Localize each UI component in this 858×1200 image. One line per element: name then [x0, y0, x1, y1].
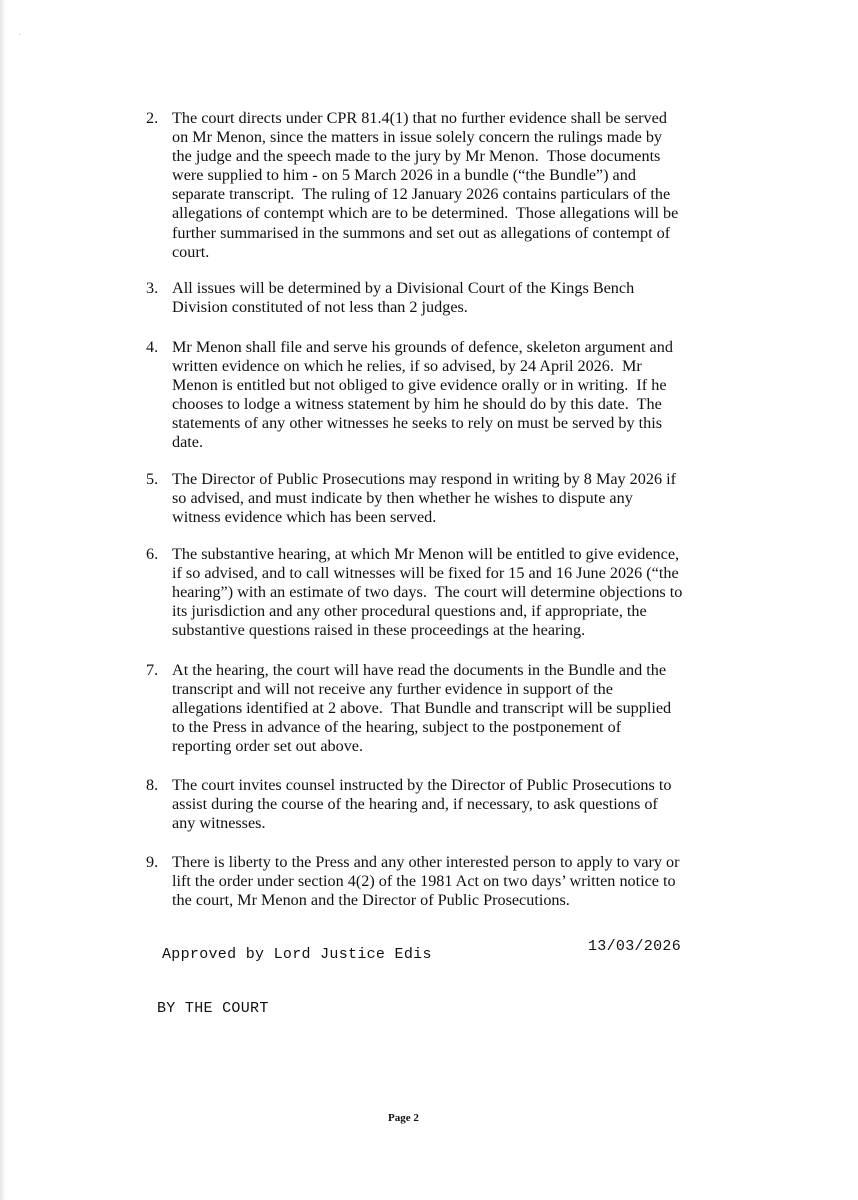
- page-number: Page 2: [388, 1112, 419, 1124]
- paragraph-number: 4.: [146, 338, 159, 356]
- approval-date: 13/03/2026: [588, 938, 682, 955]
- paragraph-text: [172, 545, 732, 640]
- paragraph-line: further summarised in the summons and set out as allegations of contempt of: [172, 223, 671, 242]
- paragraph-line: At the hearing, the court will have read the documents in the Bundle and the: [172, 661, 667, 679]
- paragraph-line: reporting order set out above.: [172, 737, 364, 756]
- paragraph-text: [172, 853, 732, 910]
- by-the-court: BY THE COURT: [157, 1000, 269, 1017]
- paragraph-text: [172, 109, 732, 262]
- paragraph-line: lift the order under section 4(2) of the 1981 Act on two days’ written notice to: [172, 872, 676, 891]
- paragraph-line: The court directs under CPR 81.4(1) that no further evidence shall be served: [172, 109, 667, 127]
- paragraph-line: Menon is entitled but not obliged to give evidence orally or in writing. If he: [172, 376, 667, 395]
- paragraph-line: statements of any other witnesses he seeks to rely on must be served by this: [172, 414, 663, 433]
- paragraph-line: The court invites counsel instructed by the Director of Public Prosecutions to: [172, 776, 672, 794]
- paragraph-line: the judge and the speech made to the jury by Mr Menon. Those documents: [172, 147, 661, 166]
- page-edge-shadow: [0, 0, 6, 1200]
- paragraph-line: to the Press in advance of the hearing, subject to the postponement of: [172, 718, 622, 737]
- paragraph-number: 8.: [146, 776, 159, 794]
- paragraph-text: [172, 776, 732, 833]
- paragraph-line: The substantive hearing, at which Mr Menon will be entitled to give evidence,: [172, 545, 680, 563]
- paragraph-line: All issues will be determined by a Divisional Court of the Kings Bench: [172, 279, 635, 297]
- paragraph-line: witness evidence which has been served.: [172, 508, 437, 527]
- scan-mark: ·: [18, 30, 22, 41]
- paragraph-line: transcript and will not receive any further evidence in support of the: [172, 680, 613, 699]
- paragraph-line: the court, Mr Menon and the Director of Public Prosecutions.: [172, 891, 570, 910]
- paragraph-text: [172, 470, 732, 527]
- paragraph-line: assist during the course of the hearing and, if necessary, to ask questions of: [172, 795, 658, 814]
- paragraph-line: its jurisdiction and any other procedural questions and, if appropriate, the: [172, 602, 647, 621]
- paragraph-line: There is liberty to the Press and any other interested person to apply to vary or: [172, 853, 680, 871]
- paragraph-number: 3.: [146, 279, 159, 297]
- approval-text: Approved by Lord Justice Edis: [162, 946, 432, 963]
- paragraph-line: chooses to lodge a witness statement by him he should do by this date. The: [172, 395, 662, 414]
- paragraph-line: court.: [172, 242, 210, 261]
- paragraph-number: 7.: [146, 661, 159, 679]
- paragraph-line: were supplied to him - on 5 March 2026 in a bundle (“the Bundle”) and: [172, 166, 636, 185]
- paragraph-line: hearing”) with an estimate of two days. The court will determine objections to: [172, 583, 683, 602]
- paragraph-line: allegations identified at 2 above. That Bundle and transcript will be supplied: [172, 699, 672, 718]
- paragraph-number: 9.: [146, 853, 159, 871]
- paragraph-line: The Director of Public Prosecutions may respond in writing by 8 May 2026 if: [172, 470, 676, 488]
- paragraph-line: written evidence on which he relies, if so advised, by 24 April 2026. Mr: [172, 357, 642, 376]
- paragraph-line: any witnesses.: [172, 814, 266, 833]
- paragraph-number: 5.: [146, 470, 159, 488]
- paragraph-line: so advised, and must indicate by then whether he wishes to dispute any: [172, 489, 633, 508]
- paragraph-line: allegations of contempt which are to be determined. Those allegations will be: [172, 204, 679, 223]
- paragraph-text: [172, 279, 732, 317]
- paragraph-line: on Mr Menon, since the matters in issue solely concern the rulings made by: [172, 128, 663, 147]
- paragraph-text: [172, 661, 732, 756]
- paragraph-line: date.: [172, 433, 204, 452]
- paragraph-line: Division constituted of not less than 2 judges.: [172, 298, 468, 317]
- paragraph-line: if so advised, and to call witnesses will be fixed for 15 and 16 June 2026 (“the: [172, 564, 679, 583]
- paragraph-number: 2.: [146, 109, 159, 127]
- paragraph-number: 6.: [146, 545, 159, 563]
- paragraph-line: Mr Menon shall file and serve his grounds of defence, skeleton argument and: [172, 338, 673, 356]
- paragraph-text: [172, 338, 732, 453]
- paragraph-line: separate transcript. The ruling of 12 January 2026 contains particulars of the: [172, 185, 671, 204]
- paragraph-line: substantive questions raised in these proceedings at the hearing.: [172, 621, 586, 640]
